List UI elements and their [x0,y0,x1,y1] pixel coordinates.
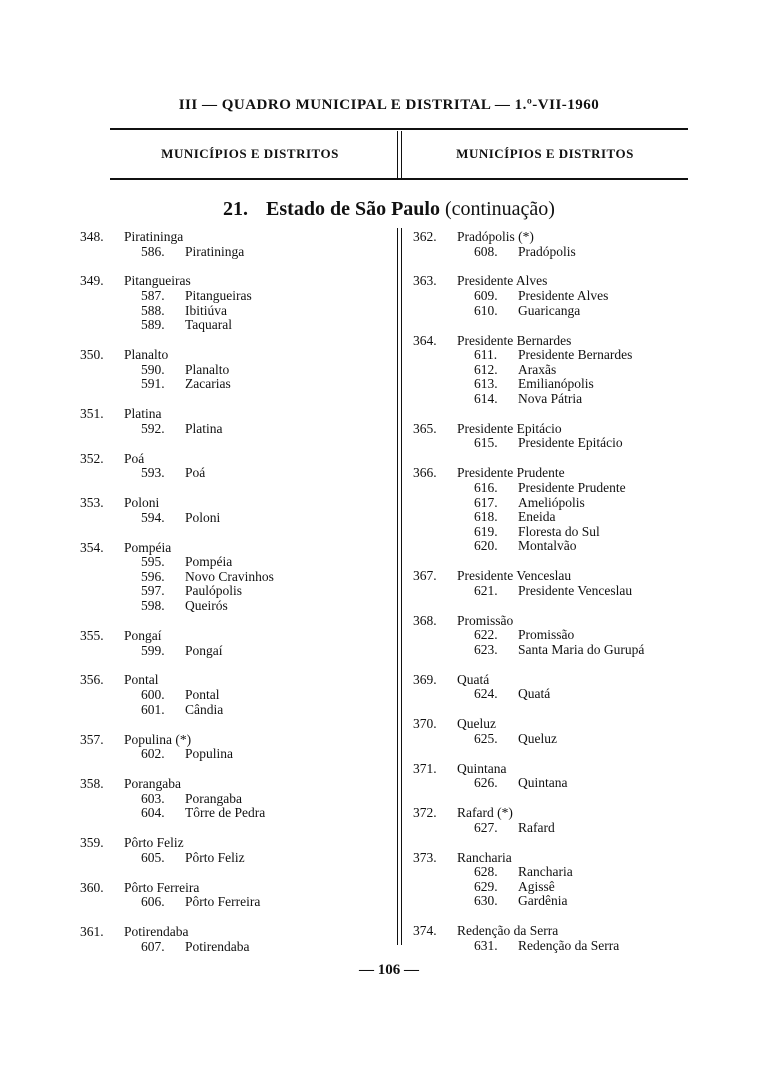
municipality-number: 353. [80,495,104,511]
district-row [80,688,380,703]
district-number: 597. [141,583,165,599]
municipality-name: Pôrto Feliz [124,835,184,851]
district-name: Gardênia [518,893,568,909]
municipality-entry [413,569,703,598]
district-row [413,821,703,836]
district-name: Populina [185,746,234,762]
district-number: 598. [141,598,165,614]
district-row [80,570,380,585]
header-rule-bottom [110,178,688,180]
district-number: 627. [474,819,498,835]
municipality-row [80,496,380,511]
page-number: — 106 — [359,962,419,978]
district-row [80,747,380,762]
municipality-row [80,836,380,851]
header-rule-top [110,128,688,130]
district-number: 604. [141,805,165,821]
column-heading-left: MUNICÍPIOS E DISTRITOS [161,146,339,161]
district-number: 606. [141,894,165,910]
municipality-number: 367. [413,568,437,584]
district-row [413,392,703,407]
district-number: 628. [474,864,498,880]
district-number: 623. [474,641,498,657]
municipality-name: Pôrto Ferreira [124,879,200,895]
municipality-entry [413,230,703,259]
district-name: Novo Cravinhos [185,568,274,584]
district-name: Presidente Prudente [518,479,626,495]
municipality-number: 357. [80,731,104,747]
municipality-name: Poá [124,450,145,466]
section-state-name: Estado de São Paulo [266,198,440,220]
municipality-row [80,629,380,644]
district-name: Presidente Venceslau [518,582,633,598]
district-row [80,511,380,526]
district-row [413,880,703,895]
municipality-row [413,422,703,437]
municipality-name: Planalto [124,347,169,363]
municipality-row [413,806,703,821]
municipality-name: Redenção da Serra [457,923,559,939]
municipality-name: Platina [124,406,162,422]
district-number: 586. [141,243,165,259]
municipality-name: Presidente Prudente [457,465,565,481]
municipality-number: 359. [80,835,104,851]
district-number: 607. [141,938,165,954]
municipality-name: Potirendaba [124,924,189,940]
municipality-entry [80,274,380,332]
district-name: Presidente Alves [518,288,609,304]
district-row [413,687,703,702]
district-name: Montalvão [518,538,577,554]
section-continuation: (continuação) [444,198,555,220]
district-name: Quatá [518,686,551,702]
district-row [413,865,703,880]
district-number: 605. [141,849,165,865]
district-name: Potirendaba [185,938,250,954]
municipality-name: Pitangueiras [124,273,191,289]
municipality-number: 365. [413,420,437,436]
column-divider-body [397,228,402,945]
district-name: Agissê [518,878,555,894]
municipality-name: Piratininga [124,229,184,244]
district-number: 591. [141,376,165,392]
municipality-row [80,673,380,688]
section-number: 21. [223,198,249,220]
district-name: Pitangueiras [185,288,252,304]
district-number: 618. [474,509,498,525]
municipality-row [413,614,703,629]
municipality-entry [80,673,380,717]
municipality-number: 358. [80,776,104,791]
municipality-row [80,881,380,896]
district-row [413,496,703,511]
district-number: 589. [141,317,165,333]
district-name: Rancharia [518,864,573,880]
district-name: Pontal [185,687,220,703]
district-number: 600. [141,687,165,703]
municipality-name: Rancharia [457,849,512,865]
district-name: Nova Pátria [518,390,583,406]
district-name: Porangaba [185,790,242,806]
district-row [413,732,703,747]
district-name: Araxãs [518,361,557,377]
district-number: 610. [474,302,498,318]
municipality-entry [413,851,703,909]
municipality-entry [80,925,380,954]
municipality-row [413,230,703,245]
municipality-number: 369. [413,671,437,687]
right-column [413,230,703,969]
district-name: Guaricanga [518,302,581,318]
municipality-number: 352. [80,450,104,466]
district-row [413,304,703,319]
municipality-entry [80,407,380,436]
district-row [80,318,380,333]
district-number: 621. [474,582,498,598]
municipality-entry [413,422,703,451]
municipality-row [80,541,380,556]
municipality-name: Porangaba [124,776,181,791]
district-name: Ibitiúva [185,302,227,318]
district-row [80,304,380,319]
district-number: 587. [141,288,165,304]
district-number: 630. [474,893,498,909]
district-row [80,555,380,570]
district-number: 613. [474,376,498,392]
district-name: Quintana [518,775,568,791]
municipality-name: Quatá [457,671,490,687]
district-row [80,599,380,614]
district-number: 626. [474,775,498,791]
district-number: 617. [474,494,498,510]
district-number: 616. [474,479,498,495]
district-name: Poloni [185,509,221,525]
municipality-row [80,452,380,467]
district-number: 609. [474,288,498,304]
municipality-row [80,777,380,792]
district-name: Emilianópolis [518,376,594,392]
running-title: III — QUADRO MUNICIPAL E DISTRITAL — 1.º-VII-1960 [178,97,600,113]
district-number: 625. [474,730,498,746]
municipality-entry [80,629,380,658]
municipality-number: 368. [413,612,437,628]
district-number: 601. [141,701,165,717]
municipality-number: 361. [80,924,104,940]
municipality-name: Quintana [457,760,507,776]
municipality-number: 370. [413,716,437,732]
district-row [80,584,380,599]
municipality-name: Populina (*) [124,731,192,747]
district-number: 619. [474,523,498,539]
district-number: 595. [141,554,165,570]
municipality-number: 374. [413,923,437,939]
district-number: 593. [141,465,165,481]
district-name: Rafard [518,819,555,835]
municipality-entry [80,230,380,259]
municipality-entry [80,541,380,614]
district-row [80,363,380,378]
municipality-entry [413,673,703,702]
municipality-entry [80,881,380,910]
district-name: Taquaral [185,317,233,333]
municipality-name: Queluz [457,716,496,732]
district-row [413,894,703,909]
district-name: Floresta do Sul [518,523,600,539]
district-row [80,703,380,718]
municipality-row [413,762,703,777]
municipality-row [413,569,703,584]
district-row [413,510,703,525]
municipality-entry [413,806,703,835]
municipality-entry [413,466,703,554]
municipality-name: Promissão [457,612,514,628]
district-name: Queirós [185,598,228,614]
district-row [413,643,703,658]
district-row [413,436,703,451]
municipality-name: Presidente Venceslau [457,568,572,584]
district-name: Tôrre de Pedra [185,805,266,821]
district-name: Poá [185,465,206,481]
district-row [80,895,380,910]
district-name: Planalto [185,361,230,377]
district-number: 629. [474,878,498,894]
municipality-name: Poloni [124,495,160,511]
district-row [413,584,703,599]
municipality-row [413,924,703,939]
municipality-number: 371. [413,760,437,776]
municipality-entry [80,836,380,865]
district-name: Paulópolis [185,583,243,599]
district-number: 592. [141,420,165,436]
municipality-row [413,274,703,289]
district-name: Ameliópolis [518,494,585,510]
municipality-row [413,851,703,866]
municipality-number: 373. [413,849,437,865]
district-name: Pompéia [185,554,233,570]
municipality-row [413,717,703,732]
district-name: Santa Maria do Gurupá [518,641,645,657]
municipality-row [80,348,380,363]
district-number: 602. [141,746,165,762]
district-number: 608. [474,243,498,259]
district-row [413,481,703,496]
municipality-name: Rafard (*) [457,805,513,821]
municipality-name: Presidente Bernardes [457,332,572,348]
district-name: Pongaí [185,642,223,658]
municipality-entry [413,762,703,791]
municipality-entry [80,348,380,392]
district-row [80,422,380,437]
district-number: 611. [474,347,498,363]
municipality-row [413,334,703,349]
district-name: Presidente Epitácio [518,435,623,451]
municipality-number: 354. [80,539,104,555]
district-row [80,806,380,821]
municipality-entry [413,717,703,746]
municipality-entry [413,924,703,953]
municipality-number: 362. [413,229,437,244]
district-number: 603. [141,790,165,806]
district-name: Cândia [185,701,224,717]
district-number: 622. [474,627,498,643]
district-row [413,539,703,554]
municipality-row [80,733,380,748]
district-row [413,628,703,643]
left-column [80,230,380,970]
district-number: 596. [141,568,165,584]
municipality-row [413,466,703,481]
district-number: 599. [141,642,165,658]
municipality-number: 372. [413,805,437,821]
district-row [80,377,380,392]
district-row [413,245,703,260]
district-name: Redenção da Serra [518,937,620,953]
district-number: 594. [141,509,165,525]
municipality-number: 364. [413,332,437,348]
municipality-row [80,274,380,289]
district-name: Eneida [518,509,556,525]
district-name: Pôrto Feliz [185,849,245,865]
column-divider-header [397,131,402,178]
municipality-number: 356. [80,672,104,688]
district-number: 612. [474,361,498,377]
municipality-name: Pompéia [124,539,172,555]
district-row [413,348,703,363]
district-row [80,466,380,481]
column-heading-right: MUNICÍPIOS E DISTRITOS [456,146,634,161]
district-row [413,289,703,304]
municipality-number: 366. [413,465,437,481]
district-row [413,525,703,540]
municipality-name: Presidente Alves [457,273,548,289]
section-title [0,198,778,221]
municipality-row [413,673,703,688]
district-row [80,644,380,659]
district-row [80,851,380,866]
municipality-number: 349. [80,273,104,289]
municipality-entry [413,334,703,407]
district-number: 588. [141,302,165,318]
district-name: Queluz [518,730,557,746]
district-name: Zacarias [185,376,231,392]
municipality-row [80,230,380,245]
district-name: Piratininga [185,243,245,259]
municipality-entry [413,614,703,658]
district-row [80,792,380,807]
municipality-number: 355. [80,627,104,643]
district-number: 631. [474,937,498,953]
municipality-name: Pontal [124,672,159,688]
district-row [413,776,703,791]
municipality-name: Pongaí [124,627,162,643]
district-number: 615. [474,435,498,451]
municipality-entry [413,274,703,318]
municipality-number: 350. [80,347,104,363]
district-name: Promissão [518,627,575,643]
district-name: Pradópolis [518,243,576,259]
district-number: 614. [474,390,498,406]
municipality-entry [80,733,380,762]
municipality-name: Presidente Epitácio [457,420,562,436]
municipality-entry [80,452,380,481]
district-name: Platina [185,420,223,436]
district-name: Presidente Bernardes [518,347,633,363]
municipality-number: 348. [80,229,104,244]
municipality-entry [80,777,380,821]
municipality-number: 360. [80,879,104,895]
municipality-entry [80,496,380,525]
district-row [80,289,380,304]
district-row [80,245,380,260]
district-row [413,939,703,954]
district-row [413,377,703,392]
district-row [80,940,380,955]
municipality-row [80,925,380,940]
municipality-number: 351. [80,406,104,422]
district-number: 620. [474,538,498,554]
municipality-number: 363. [413,273,437,289]
municipality-row [80,407,380,422]
municipality-name: Pradópolis (*) [457,229,534,244]
district-number: 590. [141,361,165,377]
district-row [413,363,703,378]
district-number: 624. [474,686,498,702]
district-name: Pôrto Ferreira [185,894,261,910]
